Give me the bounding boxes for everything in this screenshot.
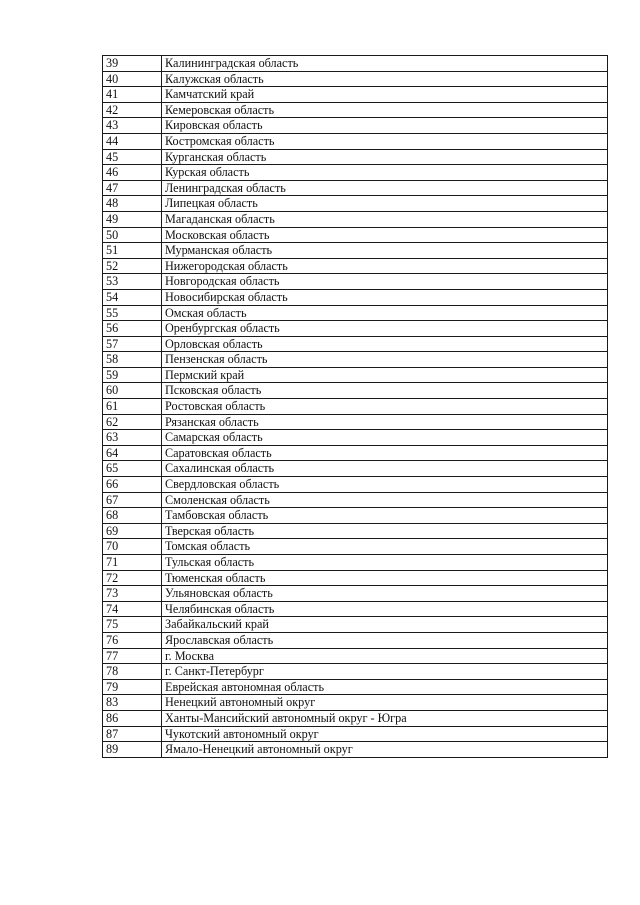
region-name-cell: Тульская область bbox=[162, 555, 608, 571]
region-name-cell: Тверская область bbox=[162, 523, 608, 539]
table-row bbox=[103, 133, 608, 149]
region-code-cell: 61 bbox=[103, 399, 162, 415]
table-row bbox=[103, 336, 608, 352]
region-code-cell: 48 bbox=[103, 196, 162, 212]
region-code-cell: 77 bbox=[103, 648, 162, 664]
region-code-cell: 86 bbox=[103, 710, 162, 726]
table-row bbox=[103, 477, 608, 493]
region-name-cell: Саратовская область bbox=[162, 445, 608, 461]
region-name-cell: Еврейская автономная область bbox=[162, 679, 608, 695]
region-name-cell: Кемеровская область bbox=[162, 102, 608, 118]
region-name-cell: Ульяновская область bbox=[162, 586, 608, 602]
region-code-cell: 62 bbox=[103, 414, 162, 430]
region-name-cell: Камчатский край bbox=[162, 87, 608, 103]
region-code-cell: 50 bbox=[103, 227, 162, 243]
region-name-cell: г. Санкт-Петербург bbox=[162, 664, 608, 680]
regions-table bbox=[102, 55, 608, 758]
region-name-cell: Чукотский автономный округ bbox=[162, 726, 608, 742]
table-row bbox=[103, 196, 608, 212]
region-code-cell: 64 bbox=[103, 445, 162, 461]
region-code-cell: 59 bbox=[103, 367, 162, 383]
region-code-cell: 74 bbox=[103, 601, 162, 617]
region-code-cell: 39 bbox=[103, 56, 162, 72]
region-name-cell: г. Москва bbox=[162, 648, 608, 664]
region-name-cell: Ленинградская область bbox=[162, 180, 608, 196]
region-code-cell: 68 bbox=[103, 508, 162, 524]
region-name-cell: Оренбургская область bbox=[162, 321, 608, 337]
region-code-cell: 54 bbox=[103, 289, 162, 305]
table-row bbox=[103, 617, 608, 633]
table-row bbox=[103, 321, 608, 337]
region-name-cell: Московская область bbox=[162, 227, 608, 243]
table-row bbox=[103, 648, 608, 664]
table-row bbox=[103, 695, 608, 711]
table-row bbox=[103, 414, 608, 430]
region-code-cell: 42 bbox=[103, 102, 162, 118]
table-row bbox=[103, 383, 608, 399]
table-row bbox=[103, 445, 608, 461]
table-row bbox=[103, 56, 608, 72]
table-row bbox=[103, 118, 608, 134]
table-row bbox=[103, 71, 608, 87]
region-code-cell: 79 bbox=[103, 679, 162, 695]
region-code-cell: 47 bbox=[103, 180, 162, 196]
region-name-cell: Ханты-Мансийский автономный округ - Югра bbox=[162, 710, 608, 726]
table-row bbox=[103, 742, 608, 758]
region-name-cell: Калининградская область bbox=[162, 56, 608, 72]
region-code-cell: 41 bbox=[103, 87, 162, 103]
region-name-cell: Орловская область bbox=[162, 336, 608, 352]
region-code-cell: 63 bbox=[103, 430, 162, 446]
table-row bbox=[103, 461, 608, 477]
region-name-cell: Томская область bbox=[162, 539, 608, 555]
region-code-cell: 73 bbox=[103, 586, 162, 602]
table-row bbox=[103, 258, 608, 274]
region-name-cell: Липецкая область bbox=[162, 196, 608, 212]
region-name-cell: Новгородская область bbox=[162, 274, 608, 290]
region-name-cell: Ямало-Ненецкий автономный округ bbox=[162, 742, 608, 758]
table-row bbox=[103, 430, 608, 446]
region-code-cell: 83 bbox=[103, 695, 162, 711]
region-name-cell: Самарская область bbox=[162, 430, 608, 446]
region-name-cell: Сахалинская область bbox=[162, 461, 608, 477]
region-name-cell: Мурманская область bbox=[162, 243, 608, 259]
region-name-cell: Ярославская область bbox=[162, 632, 608, 648]
region-code-cell: 51 bbox=[103, 243, 162, 259]
region-name-cell: Курганская область bbox=[162, 149, 608, 165]
region-name-cell: Магаданская область bbox=[162, 211, 608, 227]
regions-table-body bbox=[103, 56, 608, 758]
table-row bbox=[103, 243, 608, 259]
region-name-cell: Тамбовская область bbox=[162, 508, 608, 524]
region-code-cell: 89 bbox=[103, 742, 162, 758]
table-row bbox=[103, 492, 608, 508]
region-code-cell: 52 bbox=[103, 258, 162, 274]
region-code-cell: 49 bbox=[103, 211, 162, 227]
region-code-cell: 78 bbox=[103, 664, 162, 680]
table-row bbox=[103, 726, 608, 742]
table-row bbox=[103, 227, 608, 243]
table-row bbox=[103, 211, 608, 227]
region-name-cell: Омская область bbox=[162, 305, 608, 321]
region-name-cell: Пермский край bbox=[162, 367, 608, 383]
region-code-cell: 72 bbox=[103, 570, 162, 586]
region-code-cell: 44 bbox=[103, 133, 162, 149]
region-name-cell: Забайкальский край bbox=[162, 617, 608, 633]
region-name-cell: Кировская область bbox=[162, 118, 608, 134]
region-code-cell: 76 bbox=[103, 632, 162, 648]
table-row bbox=[103, 102, 608, 118]
table-row bbox=[103, 165, 608, 181]
region-code-cell: 55 bbox=[103, 305, 162, 321]
table-row bbox=[103, 367, 608, 383]
region-code-cell: 53 bbox=[103, 274, 162, 290]
region-name-cell: Смоленская область bbox=[162, 492, 608, 508]
region-name-cell: Тюменская область bbox=[162, 570, 608, 586]
table-row bbox=[103, 539, 608, 555]
region-name-cell: Новосибирская область bbox=[162, 289, 608, 305]
table-row bbox=[103, 555, 608, 571]
region-code-cell: 60 bbox=[103, 383, 162, 399]
region-code-cell: 56 bbox=[103, 321, 162, 337]
region-name-cell: Ростовская область bbox=[162, 399, 608, 415]
region-name-cell: Ненецкий автономный округ bbox=[162, 695, 608, 711]
region-name-cell: Костромская область bbox=[162, 133, 608, 149]
table-row bbox=[103, 352, 608, 368]
region-name-cell: Челябинская область bbox=[162, 601, 608, 617]
region-code-cell: 40 bbox=[103, 71, 162, 87]
region-code-cell: 87 bbox=[103, 726, 162, 742]
region-name-cell: Нижегородская область bbox=[162, 258, 608, 274]
table-row bbox=[103, 508, 608, 524]
region-name-cell: Псковская область bbox=[162, 383, 608, 399]
region-name-cell: Калужская область bbox=[162, 71, 608, 87]
region-code-cell: 45 bbox=[103, 149, 162, 165]
region-name-cell: Свердловская область bbox=[162, 477, 608, 493]
table-row bbox=[103, 632, 608, 648]
region-name-cell: Курская область bbox=[162, 165, 608, 181]
table-row bbox=[103, 710, 608, 726]
table-row bbox=[103, 570, 608, 586]
table-row bbox=[103, 87, 608, 103]
region-name-cell: Рязанская область bbox=[162, 414, 608, 430]
region-code-cell: 70 bbox=[103, 539, 162, 555]
region-code-cell: 71 bbox=[103, 555, 162, 571]
table-row bbox=[103, 523, 608, 539]
region-code-cell: 43 bbox=[103, 118, 162, 134]
region-name-cell: Пензенская область bbox=[162, 352, 608, 368]
region-code-cell: 66 bbox=[103, 477, 162, 493]
table-row bbox=[103, 664, 608, 680]
table-row bbox=[103, 679, 608, 695]
table-row bbox=[103, 586, 608, 602]
region-code-cell: 65 bbox=[103, 461, 162, 477]
region-code-cell: 57 bbox=[103, 336, 162, 352]
table-row bbox=[103, 601, 608, 617]
table-row bbox=[103, 180, 608, 196]
table-row bbox=[103, 399, 608, 415]
table-row bbox=[103, 305, 608, 321]
region-code-cell: 75 bbox=[103, 617, 162, 633]
region-code-cell: 69 bbox=[103, 523, 162, 539]
table-row bbox=[103, 274, 608, 290]
table-row bbox=[103, 149, 608, 165]
table-row bbox=[103, 289, 608, 305]
region-code-cell: 67 bbox=[103, 492, 162, 508]
region-code-cell: 46 bbox=[103, 165, 162, 181]
region-code-cell: 58 bbox=[103, 352, 162, 368]
